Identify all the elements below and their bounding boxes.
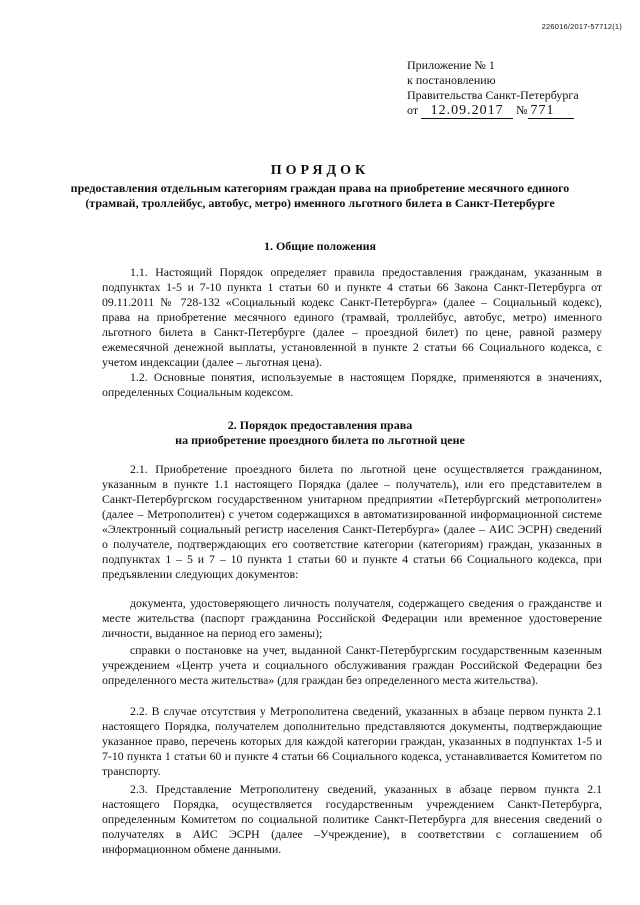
annex-block xyxy=(407,58,627,119)
paragraph-2-1: 2.1. Приобретение проездного билета по льготной цене осуществляется гражданином, указанным в пункте 1.1 настоящего Порядка (далее – получатель), или его представителем в Санкт-Петербургском государственном унитарном предприятии «Петербургский метрополитен» (далее – Метрополитен) с учетом содержащихся в автоматизированной информационной системе «Электронный социальный регистр населения Санкт-Петербурга» (далее – АИС ЭСРН) сведений о получателе, подтверждающих его соответствие категории (категориям) граждан, указанных в подпунктах 1 – 5 и 7 – 10 пункта 1 статьи 60 и пункте 4 статьи 66 Социального кодекса, при предъявлении следующих документов: xyxy=(102,462,602,581)
paragraph-2-2: 2.2. В случае отсутствия у Метрополитена сведений, указанных в абзаце первом пункта 2.1 настоящего Порядка, получателем дополнительно представляются документы, подтверждающие указанное право, перечень которых для каждой категории граждан, указанных в подпунктах 1-5 и 7-10 пункта 1 статьи 60 и пункте 4 статьи 66 Социального кодекса, устанавливается Комитетом по транспорту. xyxy=(102,704,602,778)
annex-number: 771 xyxy=(528,104,574,119)
annex-line-3: Правительства Санкт-Петербурга xyxy=(407,88,579,102)
section-2-heading-line-2: на приобретение проездного билета по льготной цене xyxy=(175,433,465,447)
document-title: ПОРЯДОК xyxy=(270,163,370,178)
annex-number-label: № xyxy=(516,103,528,117)
annex-line-1: Приложение № 1 xyxy=(407,58,495,72)
section-1-heading: 1. Общие положения xyxy=(263,239,377,253)
document-subtitle: предоставления отдельным категориям граждан права на приобретение месячного единого (трамвай, троллейбус, автобус, метро) именного льготного билета в Санкт-Петербурге xyxy=(70,181,570,210)
paragraph-2-3: 2.3. Представление Метрополитену сведений, указанных в абзаце первом пункта 2.1 настоящего Порядка, осуществляется государственным учреждением Санкт-Петербурга, определенным Комитетом по социальной политике Санкт-Петербурга для внесения сведений о получателях в АИС ЭСРН (далее –Учреждение), в соответствии с соглашением об информационном обмене данными. xyxy=(102,782,602,856)
annex-date: 12.09.2017 xyxy=(421,104,513,119)
section-2-heading-line-1: 2. Порядок предоставления права xyxy=(227,418,413,432)
annex-date-line xyxy=(407,103,627,119)
paragraph-2-1-doc-passport: документа, удостоверяющего личность получателя, содержащего сведения о гражданстве и месте жительства (паспорт гражданина Российской Федерации или временное удостоверение личности, выданное на период его замены); xyxy=(102,596,602,640)
paragraph-1-2: 1.2. Основные понятия, используемые в настоящем Порядке, применяются в значениях, определенных Социальным кодексом. xyxy=(102,370,602,399)
document-number: 226016/2017-57712(1) xyxy=(541,22,622,31)
annex-line-2: к постановлению xyxy=(407,73,496,87)
paragraph-1-1: 1.1. Настоящий Порядок определяет правила предоставления гражданам, указанным в подпунктах 1-5 и 7-10 пункта 1 статьи 60 и пункте 4 статьи 66 Закона Санкт-Петербурга от 09.11.2011 № 728-132 «Социальный кодекс Санкт-Петербурга» (далее – Социальный кодекс), права на приобретение месячного единого (трамвай, троллейбус, автобус, метро) именного льготного билета в Санкт-Петербурге (далее – проездной билет) по цене, равной размеру ежемесячной денежной выплаты, установленной в пункте 2 статьи 66 Социального кодекса, с учетом индексации (далее – льготная цена). xyxy=(102,265,602,369)
annex-from-label: от xyxy=(407,103,419,117)
paragraph-2-1-doc-certificate: справки о постановке на учет, выданной Санкт-Петербургским государственным казенным учреждением «Центр учета и социального обслуживания граждан Российской Федерации без определенного места жительства» (для граждан без определенного места жительства). xyxy=(102,643,602,687)
